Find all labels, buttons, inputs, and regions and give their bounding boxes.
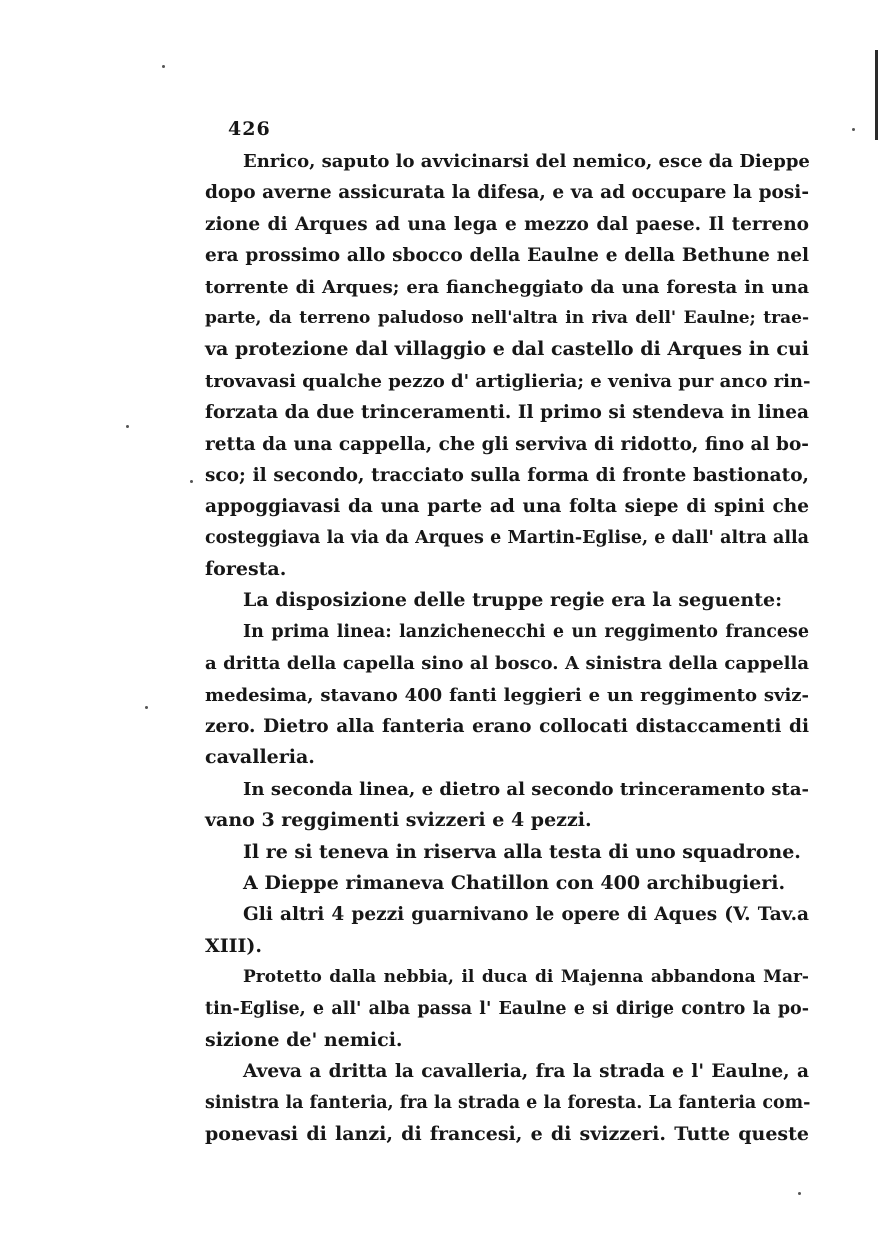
text-line: A Dieppe rimaneva Chatillon con 400 archibugieri. <box>243 871 786 894</box>
text-line: va protezione dal villaggio e dal castello di Arques in cui <box>205 338 809 361</box>
body-text <box>205 146 809 1151</box>
text-line: forzata da due trinceramenti. Il primo si stendeva in linea <box>205 402 809 424</box>
text-line: XIII). <box>205 934 263 957</box>
text-line: sinistra la fanteria, fra la strada e la foresta. La fanteria com- <box>205 1092 811 1113</box>
text-line: cavalleria. <box>205 746 315 769</box>
text-line: dopo averne assicurata la difesa, e va ad occupare la posi- <box>205 182 809 204</box>
text-line: sco; il secondo, tracciato sulla forma di fronte bastionato, <box>205 464 809 486</box>
text-line: zione di Arques ad una lega e mezzo dal paese. Il terreno <box>205 213 809 235</box>
text-line: zero. Dietro alla fanteria erano collocati distaccamenti di <box>205 716 809 738</box>
text-line: foresta. <box>205 558 287 581</box>
print-speck <box>852 128 855 131</box>
page-number: 426 <box>228 118 271 140</box>
text-line: a dritta della capella sino al bosco. A sinistra della cappella <box>205 653 809 675</box>
text-line: Aveva a dritta la cavalleria, fra la strada e l' Eaulne, a <box>243 1061 809 1083</box>
text-line: costeggiava la via da Arques e Martin-Eglise, e dall' altra alla <box>205 527 809 548</box>
text-line: trovavasi qualche pezzo d' artiglieria; e veniva pur anco rin- <box>205 370 811 392</box>
text-line: appoggiavasi da una parte ad una folta siepe di spini che <box>205 496 809 518</box>
text-line: torrente di Arques; era fiancheggiato da una foresta in una <box>205 276 809 298</box>
text-line: vano 3 reggimenti svizzeri e 4 pezzi. <box>205 809 592 832</box>
text-line: Gli altri 4 pezzi guarnivano le opere di Aques (V. Tav.a <box>243 904 809 926</box>
text-line: In prima linea: lanzichenecchi e un reggimento francese <box>243 621 809 642</box>
text-line: parte, da terreno paludoso nell'altra in riva dell' Eaulne; trae- <box>205 307 809 328</box>
text-line: sizione de' nemici. <box>205 1028 403 1051</box>
text-line: La disposizione delle truppe regie era la seguente: <box>243 589 783 612</box>
print-speck <box>190 480 193 483</box>
text-line: era prossimo allo sbocco della Eaulne e della Bethune nel <box>205 245 809 267</box>
print-speck <box>798 1192 801 1195</box>
text-line: Protetto dalla nebbia, il duca di Majenna abbandona Mar- <box>243 967 809 988</box>
text-line: retta da una cappella, che gli serviva di ridotto, fino al bo- <box>205 433 809 455</box>
text-line: ponevasi di lanzi, di francesi, e di svizzeri. Tutte queste <box>205 1123 809 1146</box>
text-line: Enrico, saputo lo avvicinarsi del nemico, esce da Dieppe <box>243 151 810 172</box>
print-speck <box>162 65 165 68</box>
text-line: tin-Eglise, e all' alba passa l' Eaulne e si dirige contro la po- <box>205 998 809 1019</box>
text-line: In seconda linea, e dietro al secondo trinceramento sta- <box>243 778 809 800</box>
text-line: medesima, stavano 400 fanti leggieri e un reggimento sviz- <box>205 684 809 706</box>
text-line: Il re si teneva in riserva alla testa di uno squadrone. <box>243 840 801 863</box>
page-edge-mark <box>875 50 878 140</box>
print-speck <box>126 425 129 428</box>
print-speck <box>145 706 148 709</box>
